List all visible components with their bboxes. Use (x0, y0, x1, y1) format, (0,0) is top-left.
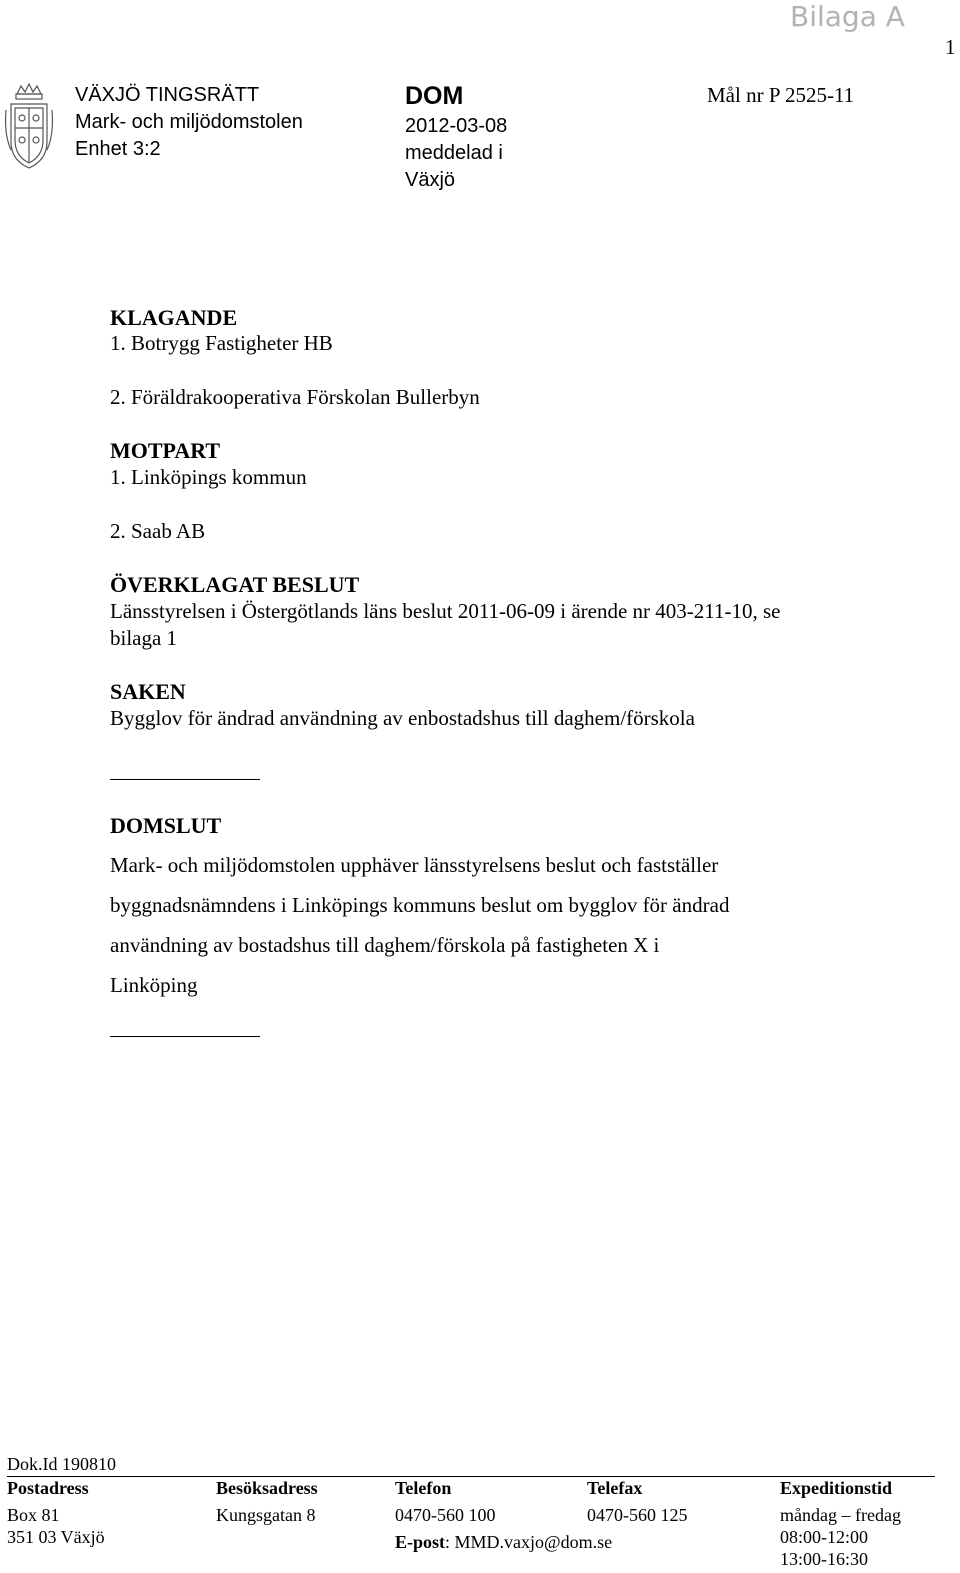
coat-of-arms-icon (3, 80, 55, 172)
motpart-item: 2. Saab AB (110, 519, 206, 543)
besoksadress-line: Kungsgatan 8 (216, 1505, 316, 1525)
email-label: E-post (395, 1532, 446, 1552)
document-type: DOM (405, 82, 464, 110)
domslut-line: användning av bostadshus till daghem/förskola på fastigheten X i (110, 933, 660, 957)
expeditionstid-days: måndag – fredag (780, 1505, 901, 1525)
motpart-item: 1. Linköpings kommun (110, 465, 307, 489)
document-date: 2012-03-08 (405, 115, 508, 137)
court-unit: Enhet 3:2 (75, 138, 161, 160)
domslut-line: byggnadsnämndens i Linköpings kommuns beslut om bygglov för ändrad (110, 893, 730, 917)
postadress-label: Postadress (7, 1478, 89, 1498)
dok-id: Dok.Id 190810 (7, 1454, 116, 1474)
expeditionstid-hours: 08:00-12:00 (780, 1527, 868, 1547)
domslut-line: Linköping (110, 973, 198, 997)
motpart-heading: MOTPART (110, 438, 221, 463)
overklagat-heading: ÖVERKLAGAT BESLUT (110, 572, 360, 597)
telefax-number: 0470-560 125 (587, 1505, 688, 1525)
document-city: Växjö (405, 169, 456, 191)
email-line (395, 1532, 612, 1553)
bilaga-label: Bilaga A (790, 0, 905, 33)
page-number: 1 (945, 35, 956, 59)
case-number: Mål nr P 2525-11 (707, 83, 855, 107)
email-value: : MMD.vaxjo@dom.se (445, 1532, 613, 1552)
besoksadress-label: Besöksadress (216, 1478, 318, 1498)
postadress-line: Box 81 (7, 1505, 60, 1525)
telefon-number: 0470-560 100 (395, 1505, 496, 1525)
document-delivered: meddelad i (405, 142, 503, 164)
saken-text: Bygglov för ändrad användning av enbostadshus till daghem/förskola (110, 706, 695, 730)
footer-rule (7, 1476, 935, 1477)
divider (110, 779, 260, 780)
domslut-heading: DOMSLUT (110, 813, 222, 838)
court-name: VÄXJÖ TINGSRÄTT (75, 84, 260, 106)
klagande-heading: KLAGANDE (110, 305, 238, 330)
expeditionstid-hours: 13:00-16:30 (780, 1549, 868, 1569)
postadress-line: 351 03 Växjö (7, 1527, 105, 1547)
court-division: Mark- och miljödomstolen (75, 111, 303, 133)
klagande-item: 2. Föräldrakooperativa Förskolan Bullerbyn (110, 385, 480, 409)
divider (110, 1036, 260, 1037)
domslut-line: Mark- och miljödomstolen upphäver länsstyrelsens beslut och fastställer (110, 853, 719, 877)
klagande-item: 1. Botrygg Fastigheter HB (110, 331, 333, 355)
overklagat-line: Länsstyrelsen i Östergötlands läns beslut 2011-06-09 i ärende nr 403-211-10, se (110, 599, 781, 623)
overklagat-line: bilaga 1 (110, 626, 178, 650)
telefax-label: Telefax (587, 1478, 643, 1498)
saken-heading: SAKEN (110, 679, 186, 704)
expeditionstid-label: Expeditionstid (780, 1478, 893, 1498)
telefon-label: Telefon (395, 1478, 452, 1498)
